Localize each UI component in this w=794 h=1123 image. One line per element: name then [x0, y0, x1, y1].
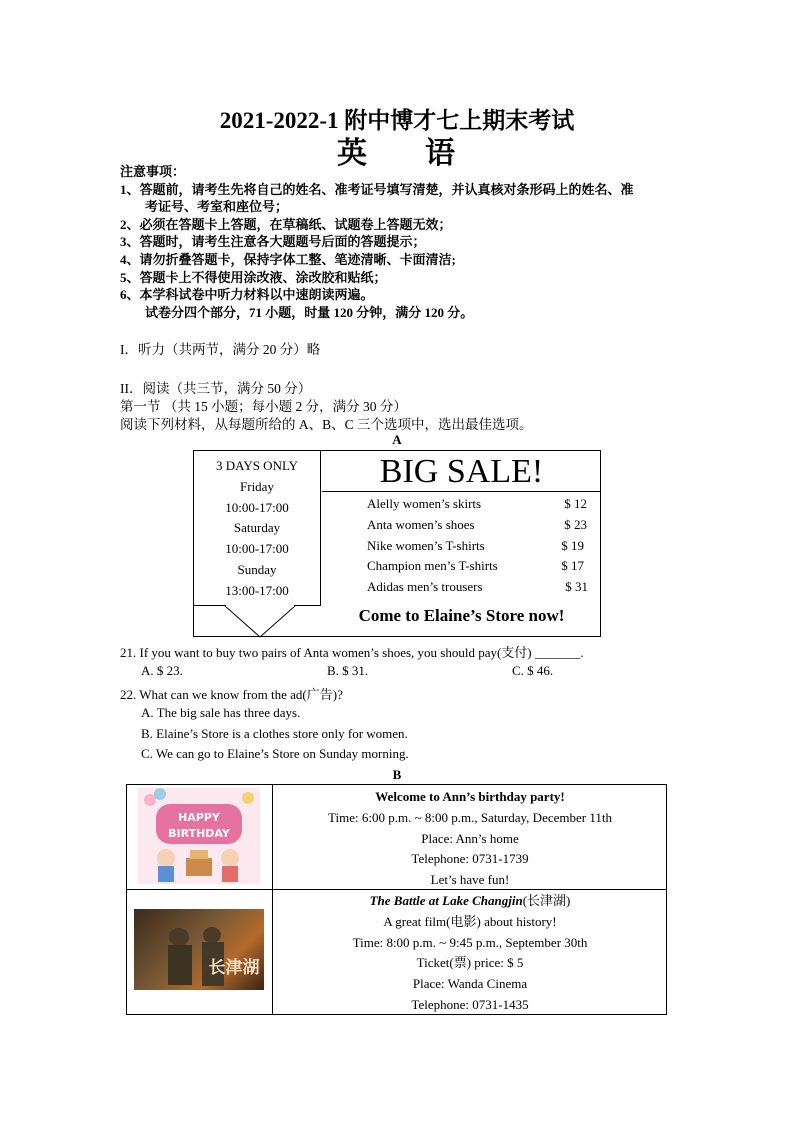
part1-listening: I．听力（共两节，满分 20 分）略: [120, 342, 321, 357]
sale-item: Champion men’s T-shirts $ 17: [367, 558, 584, 573]
notes-heading: 注意事项：: [120, 164, 186, 179]
question-21: 21. If you want to buy two pairs of Anta women’s shoes, you should pay(支付) _______.: [120, 645, 584, 660]
option-21-c: C. $ 46.: [512, 663, 554, 678]
option-21-a: A. $ 23.: [141, 663, 183, 678]
option-22-a: A. The big sale has three days.: [141, 705, 301, 720]
film-poster-image: [134, 909, 264, 990]
part2-title: II．阅读（共三节，满分 50 分）: [120, 381, 312, 396]
notes-line: 3、答题时，请考生注意各大题题号后面的答题提示；: [120, 234, 426, 250]
option-21-b: B. $ 31.: [327, 663, 369, 678]
sale-headline: BIG SALE!: [379, 453, 544, 490]
svg-text:HAPPY: HAPPY: [178, 811, 220, 824]
passage-label-b: B: [392, 767, 402, 782]
notes-line: 5、答题卡上不得使用涂改液、涂改胶和贴纸；: [120, 269, 387, 285]
option-22-c: C. We can go to Elaine’s Store on Sunday morning.: [141, 746, 409, 761]
passage-label-a: A: [392, 432, 402, 447]
svg-text:BIRTHDAY: BIRTHDAY: [168, 827, 230, 840]
section1-title: 第一节 （共 15 小题；每小题 2 分，满分 30 分）: [120, 399, 407, 414]
birthday-illustration-icon: [138, 788, 260, 884]
notes-line: 6、本学科试卷中听力材料以中速朗读两遍。: [120, 287, 374, 303]
svg-text:长津湖: 长津湖: [208, 958, 260, 978]
birthday-info: Welcome to Ann’s birthday party! Time: 6:00 p.m. ~ 8:00 p.m., Saturday, December 11th Place: Ann’s home Telephone: 0731-1739 Let’s have fun!: [328, 789, 612, 888]
reading-instruction: 阅读下列材料，从每题所给的 A、B、C 三个选项中，选出最佳选项。: [120, 417, 533, 432]
sale-days-box: 3 DAYS ONLY Friday 10:00-17:00 Saturday 10:00-17:00 Sunday 13:00-17:00: [193, 450, 321, 606]
film-info: The Battle at Lake Changjin(长津湖) A great film(电影) about history! Time: 8:00 p.m. ~ 9:45 p.m., September 30th Ticket(票) price: $ 5 Place: Wanda Cinema Telephone: 0731-1435: [352, 893, 588, 1012]
subject-title: 英 语: [337, 137, 457, 170]
notes-line: 试卷分四个部分，71 小题，时量 120 分钟，满分 120 分。: [145, 304, 474, 320]
sale-item: Adidas men’s trousers $ 31: [367, 579, 588, 594]
notes-line: 2、必须在答题卡上答题，在草稿纸、试题卷上答题无效；: [120, 216, 452, 232]
exam-notes: [120, 163, 690, 321]
notes-line: 考证号、考室和座位号；: [145, 199, 289, 215]
sale-item: Alelly women’s skirts $ 12: [367, 496, 587, 511]
question-22: 22. What can we know from the ad(广告)?: [120, 687, 343, 702]
film-poster-icon: [134, 909, 264, 990]
birthday-image: [138, 788, 260, 884]
option-22-b: B. Elaine’s Store is a clothes store only for women.: [141, 726, 408, 741]
exam-title: 2021-2022-1 附中博才七上期末考试: [219, 108, 575, 133]
notes-line: 1、答题前，请考生先将自己的姓名、准考证号填写清楚，并认真核对条形码上的姓名、准: [120, 181, 634, 197]
sale-footer: Come to Elaine’s Store now!: [358, 606, 565, 625]
callout-pointer-icon: [225, 605, 295, 639]
notes-line: 4、请勿折叠答题卡，保持字体工整、笔迹清晰、卡面清洁;: [120, 251, 456, 267]
sale-divider: [322, 491, 601, 492]
sale-item: Anta women’s shoes $ 23: [367, 517, 587, 532]
sale-item: Nike women’s T-shirts $ 19: [367, 538, 584, 553]
